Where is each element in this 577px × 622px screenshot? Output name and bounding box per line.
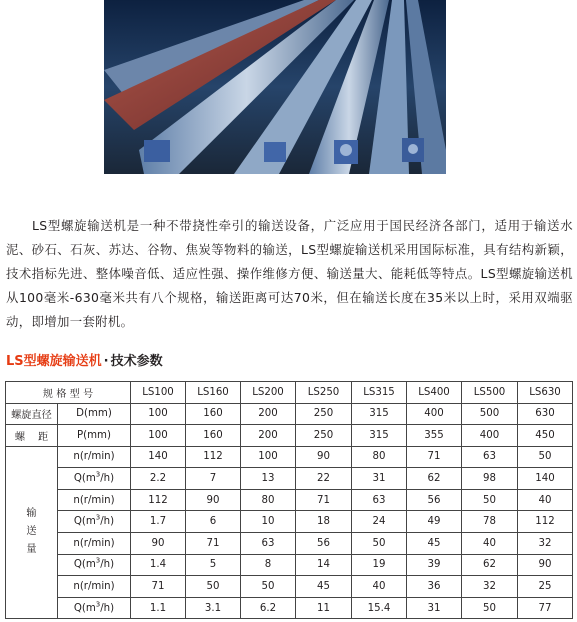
speed-cell: 63 (462, 446, 518, 468)
speed-unit: n(r/min) (58, 446, 131, 468)
flow-cell: 19 (352, 554, 407, 576)
speed-unit: n(r/min) (58, 532, 131, 554)
flow-cell: 6.2 (241, 597, 296, 619)
speed-cell: 80 (241, 489, 296, 511)
flow-unit-exponent: 3 (95, 470, 101, 479)
speed-cell: 40 (462, 532, 518, 554)
flow-cell: 1.4 (131, 554, 186, 576)
speed-cell: 63 (352, 489, 407, 511)
speed-cell: 32 (518, 532, 573, 554)
diameter-cell: 200 (241, 403, 296, 425)
speed-cell: 50 (241, 576, 296, 598)
flow-cell: 1.7 (131, 511, 186, 533)
speed-cell: 71 (407, 446, 462, 468)
flow-cell: 5 (186, 554, 241, 576)
flow-cell: 22 (296, 468, 352, 490)
speed-cell: 56 (296, 532, 352, 554)
speed-cell: 40 (518, 489, 573, 511)
model-header: LS500 (462, 382, 518, 404)
speed-row (6, 532, 573, 554)
flow-row (6, 511, 573, 533)
flow-cell: 8 (241, 554, 296, 576)
model-header: LS200 (241, 382, 296, 404)
product-description: LS型螺旋输送机是一种不带挠性牵引的输送设备，广泛应用于国民经济各部门，适用于输送水泥、砂石、石灰、苏达、谷物、焦炭等物料的输送，LS型螺旋输送机采用国际标准，具有结构新颖，技术指标先进、整体噪音低、适应性强、操作维修方便、输送量大、能耗低等特点。LS型螺旋输送机从100毫米-630毫米共有八个规格，输送距离可达70米，但在输送长度在35米以上时，采用双端驱动，即增加一套附机。 (6, 218, 573, 329)
pitch-unit: P(mm) (58, 425, 131, 447)
flow-cell: 77 (518, 597, 573, 619)
speed-cell: 71 (186, 532, 241, 554)
flow-cell: 10 (241, 511, 296, 533)
pitch-label: 螺 距 (6, 425, 58, 447)
flow-cell: 13 (241, 468, 296, 490)
pitch-cell: 200 (241, 425, 296, 447)
speed-cell: 50 (186, 576, 241, 598)
flow-unit-exponent: 3 (95, 513, 101, 522)
model-header: LS160 (186, 382, 241, 404)
heading-product-name: LS型螺旋输送机 (6, 354, 102, 369)
flow-row (6, 597, 573, 619)
section-heading (6, 350, 163, 369)
flow-cell: 39 (407, 554, 462, 576)
speed-cell: 32 (462, 576, 518, 598)
speed-cell: 90 (296, 446, 352, 468)
pitch-cell: 400 (462, 425, 518, 447)
flow-cell: 62 (462, 554, 518, 576)
diameter-cell: 100 (131, 403, 186, 425)
flow-cell: 31 (407, 597, 462, 619)
speed-unit: n(r/min) (58, 489, 131, 511)
flow-cell: 98 (462, 468, 518, 490)
model-header: LS400 (407, 382, 462, 404)
speed-cell: 90 (186, 489, 241, 511)
pitch-cell: 160 (186, 425, 241, 447)
flow-cell: 2.2 (131, 468, 186, 490)
flow-cell: 62 (407, 468, 462, 490)
flow-unit-suffix: /h) (100, 516, 115, 528)
flow-unit (58, 554, 131, 576)
speed-cell: 80 (352, 446, 407, 468)
speed-cell: 25 (518, 576, 573, 598)
flow-cell: 3.1 (186, 597, 241, 619)
diameter-cell: 160 (186, 403, 241, 425)
speed-row (6, 489, 573, 511)
pitch-cell: 355 (407, 425, 462, 447)
flow-cell: 14 (296, 554, 352, 576)
flow-unit (58, 511, 131, 533)
flow-cell: 18 (296, 511, 352, 533)
heading-separator: · (103, 354, 109, 369)
diameter-cell: 400 (407, 403, 462, 425)
heading-title: 技术参数 (110, 354, 163, 369)
diameter-cell: 250 (296, 403, 352, 425)
flow-unit-suffix: /h) (100, 472, 115, 484)
flow-cell: 78 (462, 511, 518, 533)
flow-unit-exponent: 3 (95, 556, 101, 565)
speed-cell: 140 (131, 446, 186, 468)
pitch-cell: 100 (131, 425, 186, 447)
flow-cell: 6 (186, 511, 241, 533)
model-header: LS100 (131, 382, 186, 404)
flow-unit-prefix: Q(m (73, 472, 96, 484)
flow-cell: 90 (518, 554, 573, 576)
conveyor-photo-art (104, 0, 446, 174)
spec-table (5, 381, 573, 619)
conveyor-photo (104, 0, 446, 174)
speed-cell: 71 (131, 576, 186, 598)
speed-cell: 71 (296, 489, 352, 511)
flow-unit (58, 468, 131, 490)
flow-unit-prefix: Q(m (73, 516, 96, 528)
spec-table-body (6, 382, 573, 619)
speed-cell: 112 (131, 489, 186, 511)
flow-cell: 49 (407, 511, 462, 533)
flow-cell: 140 (518, 468, 573, 490)
diameter-cell: 315 (352, 403, 407, 425)
flow-row (6, 554, 573, 576)
pitch-row (6, 425, 573, 447)
diameter-label: 螺旋直径 (6, 403, 58, 425)
diameter-unit: D(mm) (58, 403, 131, 425)
flow-cell: 11 (296, 597, 352, 619)
pitch-cell: 250 (296, 425, 352, 447)
speed-cell: 56 (407, 489, 462, 511)
flow-unit-prefix: Q(m (73, 559, 96, 571)
flow-cell: 31 (352, 468, 407, 490)
speed-cell: 36 (407, 576, 462, 598)
model-header: LS250 (296, 382, 352, 404)
pitch-cell: 315 (352, 425, 407, 447)
header-row (6, 382, 573, 404)
speed-cell: 100 (241, 446, 296, 468)
model-header: LS315 (352, 382, 407, 404)
speed-cell: 50 (518, 446, 573, 468)
flow-cell: 1.1 (131, 597, 186, 619)
speed-row (6, 576, 573, 598)
speed-cell: 50 (462, 489, 518, 511)
flow-cell: 112 (518, 511, 573, 533)
speed-cell: 45 (407, 532, 462, 554)
header-label: 规 格 型 号 (6, 382, 131, 404)
diameter-cell: 500 (462, 403, 518, 425)
speed-cell: 63 (241, 532, 296, 554)
flow-cell: 50 (462, 597, 518, 619)
capacity-label (6, 446, 58, 619)
speed-row (6, 446, 573, 468)
flow-cell: 15.4 (352, 597, 407, 619)
speed-cell: 50 (352, 532, 407, 554)
speed-cell: 90 (131, 532, 186, 554)
flow-unit-exponent: 3 (95, 600, 101, 609)
flow-unit-prefix: Q(m (73, 602, 96, 614)
flow-unit (58, 597, 131, 619)
diameter-cell: 630 (518, 403, 573, 425)
capacity-label-text: 输送量 (26, 508, 37, 556)
flow-row (6, 468, 573, 490)
diameter-row (6, 403, 573, 425)
model-header: LS630 (518, 382, 573, 404)
speed-cell: 112 (186, 446, 241, 468)
pitch-cell: 450 (518, 425, 573, 447)
flow-cell: 7 (186, 468, 241, 490)
flow-unit-suffix: /h) (100, 559, 115, 571)
speed-cell: 40 (352, 576, 407, 598)
flow-unit-suffix: /h) (100, 602, 115, 614)
speed-cell: 45 (296, 576, 352, 598)
flow-cell: 24 (352, 511, 407, 533)
speed-unit: n(r/min) (58, 576, 131, 598)
